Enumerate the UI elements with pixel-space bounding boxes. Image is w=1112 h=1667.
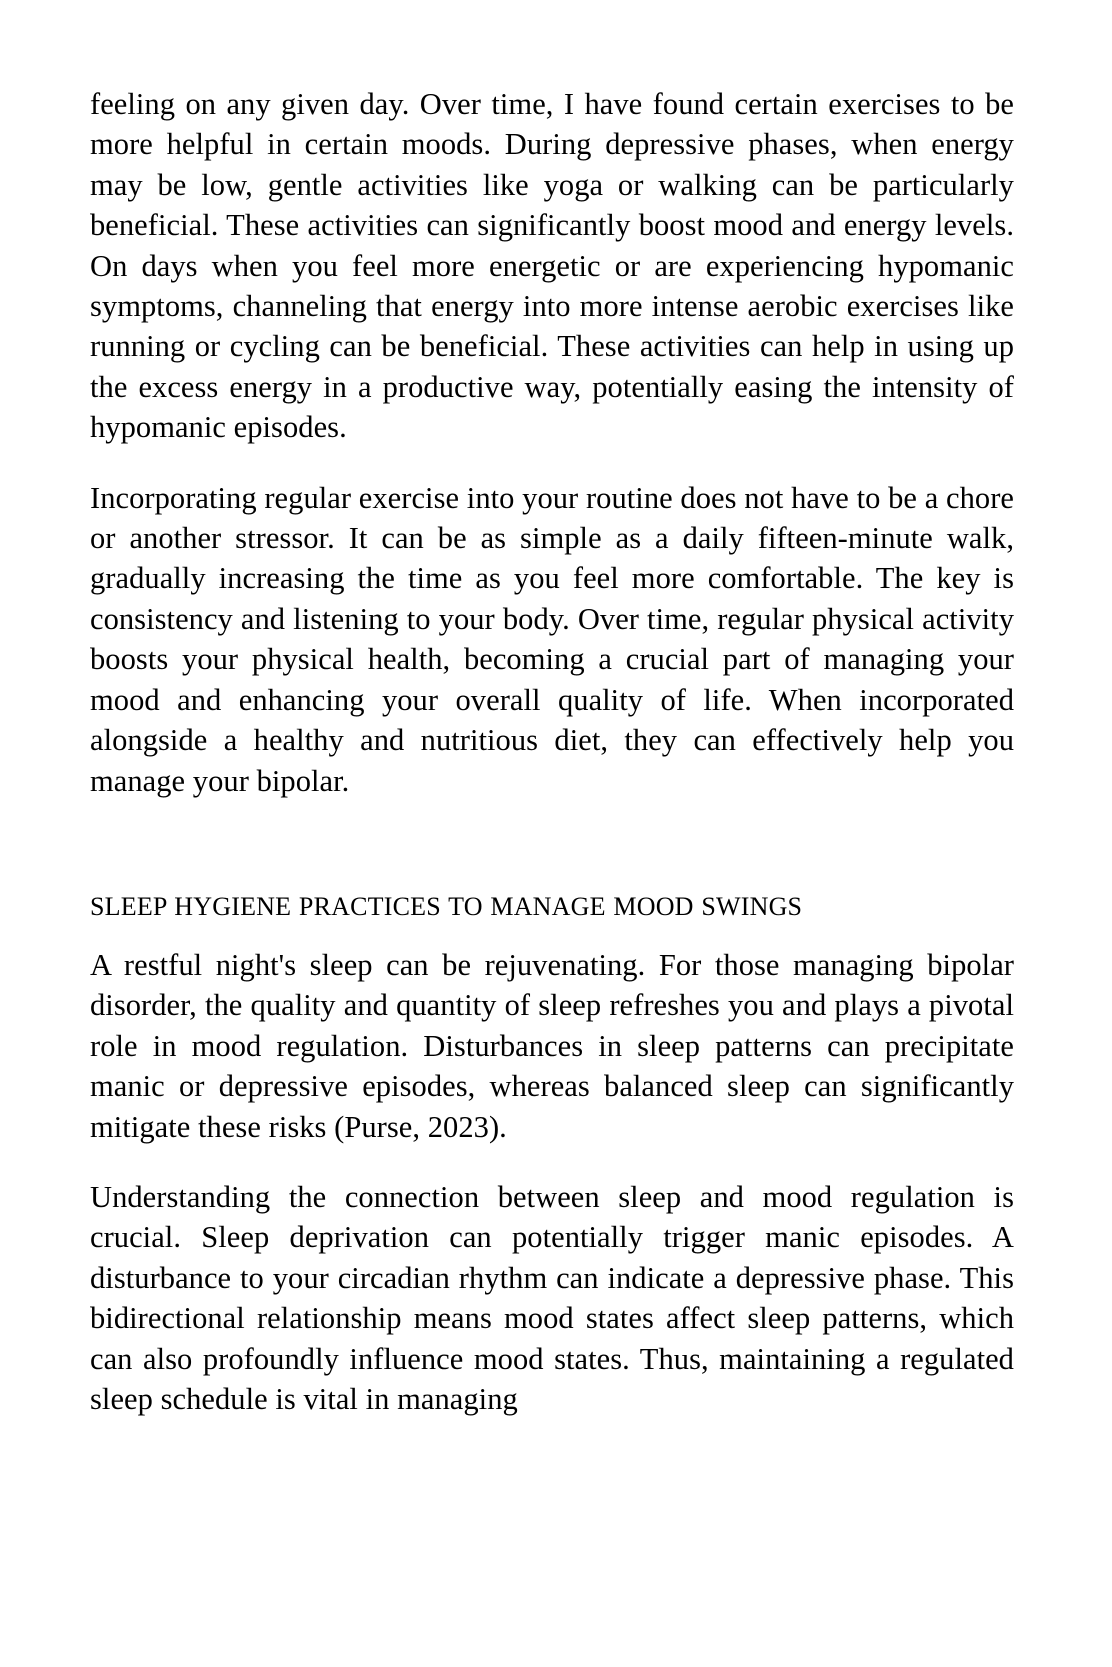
paragraph-exercise-and-moods: feeling on any given day. Over time, I have found certain exercises to be more helpful in certain moods. During depressive phases, when energy may be low, gentle activities like yoga or walking can be particularly beneficial. These activities can significantly boost mood and energy levels. On days when you feel more energetic or are experiencing hypomanic symptoms, channeling that energy into more intense aerobic exercises like running or cycling can be beneficial. These activities can help in using up the excess energy in a productive way, potentially easing the intensity of hypomanic episodes. bbox=[90, 87, 1014, 445]
text-column bbox=[90, 84, 1014, 1419]
paragraph-incorporating-exercise: Incorporating regular exercise into your routine does not have to be a chore or another stressor. It can be as simple as a daily fifteen-minute walk, gradually increasing the time as you feel more comfortable. The key is consistency and listening to your body. Over time, regular physical activity boosts your physical health, becoming a crucial part of managing your mood and enhancing your overall quality of life. When incorporated alongside a healthy and nutritious diet, they can effectively help you manage your bipolar. bbox=[90, 480, 1014, 798]
section-heading-block bbox=[90, 801, 1014, 945]
section-heading-sleep-hygiene: SLEEP HYGIENE PRACTICES TO MANAGE MOOD SWINGS bbox=[90, 891, 803, 921]
paragraph-sleep-mood-connection: Understanding the connection between sleep and mood regulation is crucial. Sleep deprivation can potentially trigger manic episodes. A disturbance to your circadian rhythm can indicate a depressive phase. This bidirectional relationship means mood states affect sleep patterns, which can also profoundly influence mood states. Thus, maintaining a regulated sleep schedule is vital in managing bbox=[90, 1179, 1014, 1416]
paragraph-restful-sleep: A restful night's sleep can be rejuvenating. For those managing bipolar disorder, the quality and quantity of sleep refreshes you and plays a pivotal role in mood regulation. Disturbances in sleep patterns can precipitate manic or depressive episodes, whereas balanced sleep can significantly mitigate these risks (Purse, 2023). bbox=[90, 947, 1014, 1144]
